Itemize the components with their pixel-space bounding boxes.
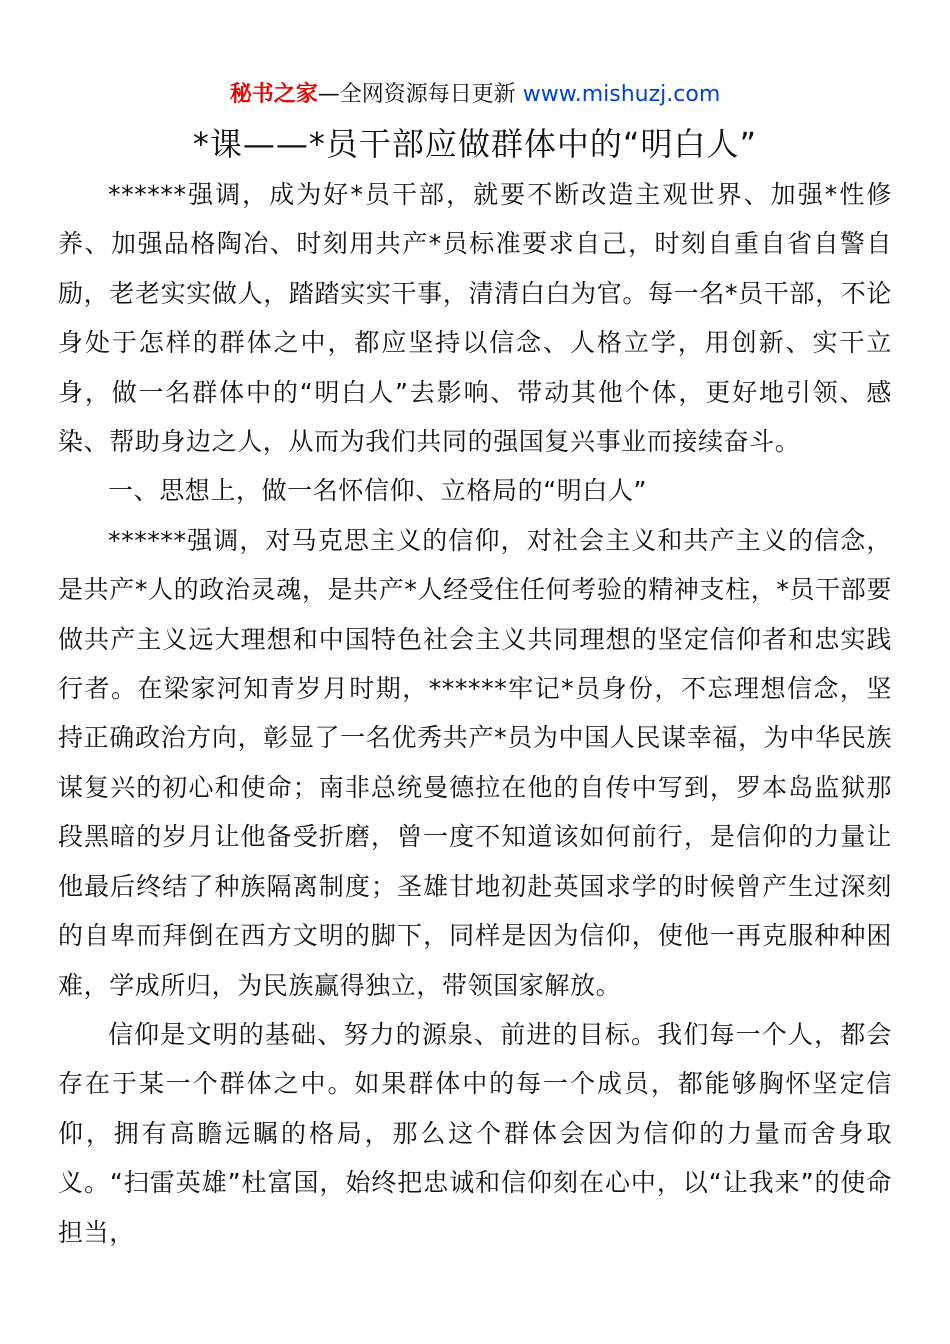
paragraph-intro: ******强调，成为好*员干部，就要不断改造主观世界、加强*性修养、加强品格陶冶、时刻用共产*员标准要求自己，时刻自重自省自警自励，老老实实做人，踏踏实实干事，清清白白为官。每一名*员干部，不论身处于怎样的群体之中，都应坚持以信念、人格立学，用创新、实干立身，做一名群体中的“明白人”去影响、带动其他个体，更好地引领、感染、帮助身边之人，从而为我们共同的强国复兴事业而接续奋斗。 xyxy=(58,180,892,457)
site-header xyxy=(0,80,950,110)
paragraph-faith: 信仰是文明的基础、努力的源泉、前进的目标。我们每一个人，都会存在于某一个群体之中。如果群体中的每一个成员，都能够胸怀坚定信仰，拥有高瞻远瞩的格局，那么这个群体会因为信仰的力量而舍身取义。“扫雷英雄”杜富国，始终把忠诚和信仰刻在心中，以“让我来”的使命担当， xyxy=(58,1019,892,1247)
section-heading-1: 一、思想上，做一名怀信仰、立格局的“明白人” xyxy=(108,476,648,506)
site-tagline: —全网资源每日更新 xyxy=(317,82,516,107)
paragraph-belief: ******强调，对马克思主义的信仰，对社会主义和共产主义的信念，是共产*人的政治灵魂，是共产*人经受住任何考验的精神支柱，*员干部要做共产主义远大理想和中国特色社会主义共同理想的坚定信仰者和忠实践行者。在梁家河知青岁月时期，******牢记*员身份，不忘理想信念，坚持正确政治方向，彰显了一名优秀共产*员为中国人民谋幸福，为中华民族谋复兴的初心和使命；南非总统曼德拉在他的自传中写到，罗本岛监狱那段黑暗的岁月让他备受折磨，曾一度不知道该如何前行，是信仰的力量让他最后终结了种族隔离制度；圣雄甘地初赴英国求学的时候曾产生过深刻的自卑而拜倒在西方文明的脚下，同样是因为信仰，使他一再克服种种困难，学成所归，为民族赢得独立，带领国家解放。 xyxy=(58,525,892,1000)
document-title: *课——*员干部应做群体中的“明白人” xyxy=(192,125,758,163)
site-url-link[interactable]: www.mishuzj.com xyxy=(522,82,721,107)
site-brand: 秘书之家 xyxy=(229,82,318,107)
document-body xyxy=(58,170,892,1257)
